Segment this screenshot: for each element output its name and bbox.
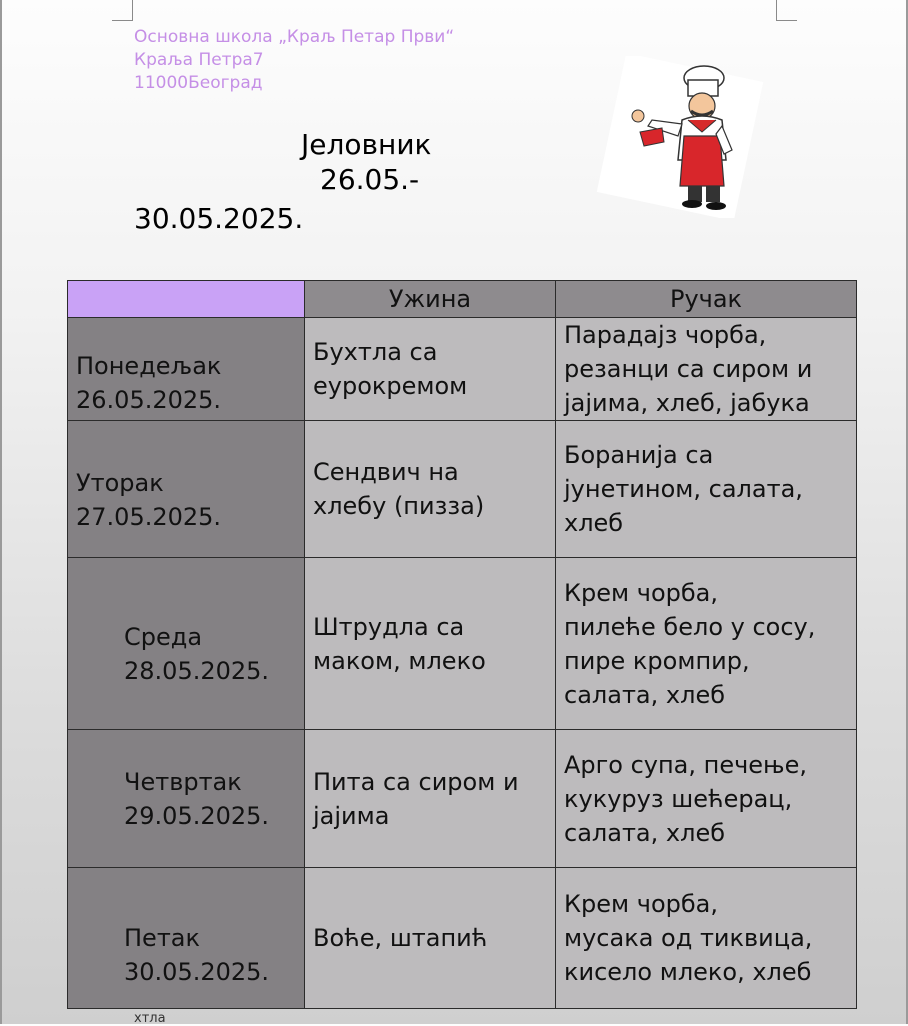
snack-cell xyxy=(305,318,556,421)
day-date: 26.05.2025. xyxy=(76,386,222,414)
lunch-line: јунетином, салата, xyxy=(564,475,803,503)
school-street: Краља Петра7 xyxy=(134,50,264,70)
page-title: Јеловник xyxy=(301,128,432,161)
lunch-cell xyxy=(556,730,857,868)
snack-cell xyxy=(305,558,556,730)
lunch-cell xyxy=(556,421,857,558)
day-name: Понедељак xyxy=(76,352,222,380)
lunch-cell xyxy=(556,868,857,1009)
snack-line: Воће, штапић xyxy=(313,924,488,952)
table-row xyxy=(68,318,857,421)
header-empty-cell xyxy=(68,281,305,318)
lunch-line: Крем чорба, xyxy=(564,890,719,918)
lunch-line: Арго супа, печење, xyxy=(564,750,807,779)
lunch-line: кукуруз шећерац, xyxy=(564,784,793,813)
table-row xyxy=(68,558,857,730)
school-name: Основна школа „Краљ Петар Први“ xyxy=(134,27,455,47)
lunch-line: салата, хлеб xyxy=(564,680,726,709)
header-lunch: Ручак xyxy=(556,281,857,318)
lunch-cell xyxy=(556,318,857,421)
lunch-line: пире кромпир, xyxy=(564,646,750,675)
snack-line: Сендвич на xyxy=(313,458,459,486)
day-date: 28.05.2025. xyxy=(124,656,270,685)
day-cell xyxy=(68,558,305,730)
day-date: 30.05.2025. xyxy=(124,958,270,986)
day-name: Четвртак xyxy=(124,767,242,796)
snack-line: јајима xyxy=(313,801,390,830)
lunch-line: хлеб xyxy=(564,509,624,537)
snack-cell xyxy=(305,421,556,558)
footer-text: хтла xyxy=(134,1011,166,1026)
day-name: Уторак xyxy=(76,469,164,497)
snack-cell xyxy=(305,730,556,868)
snack-line: маком, млеко xyxy=(313,646,486,675)
lunch-line: салата, хлеб xyxy=(564,818,726,847)
margin-mark-left xyxy=(112,0,133,21)
snack-line: Штрудла са xyxy=(313,612,465,641)
day-cell xyxy=(68,421,305,558)
snack-line: еурокремом xyxy=(313,372,468,400)
table-row xyxy=(68,868,857,1009)
school-city: 11000Београд xyxy=(134,73,263,93)
lunch-cell xyxy=(556,558,857,730)
lunch-line: пилеће бело у сосу, xyxy=(564,612,816,641)
menu-table xyxy=(67,280,857,1009)
snack-cell xyxy=(305,868,556,1009)
day-cell xyxy=(68,730,305,868)
day-cell xyxy=(68,318,305,421)
table-row xyxy=(68,730,857,868)
snack-line: хлебу (пизза) xyxy=(313,492,485,520)
snack-line: Пита са сиром и xyxy=(313,767,519,796)
day-date: 27.05.2025. xyxy=(76,503,222,531)
lunch-line: кисело млеко, хлеб xyxy=(564,958,812,986)
lunch-line: Боранија са xyxy=(564,441,714,469)
school-header xyxy=(134,26,454,95)
lunch-line: мусака од тиквица, xyxy=(564,924,813,952)
margin-mark-right xyxy=(776,0,797,21)
lunch-line: Парадајз чорба, xyxy=(564,321,767,349)
day-date: 29.05.2025. xyxy=(124,801,270,830)
table-header-row xyxy=(68,281,857,318)
chef-illustration xyxy=(596,56,764,218)
lunch-line: резанци са сиром и xyxy=(564,355,813,383)
day-name: Петак xyxy=(124,924,200,952)
lunch-line: јајима, хлеб, јабука xyxy=(564,389,810,417)
day-name: Среда xyxy=(124,622,203,651)
day-cell xyxy=(68,868,305,1009)
lunch-line: Крем чорба, xyxy=(564,578,719,607)
page-edge-left xyxy=(0,0,2,1024)
table-row xyxy=(68,421,857,558)
title-date-end: 30.05.2025. xyxy=(134,202,304,235)
header-snack: Ужина xyxy=(305,281,556,318)
snack-line: Бухтла са xyxy=(313,338,438,366)
title-date-start: 26.05.- xyxy=(320,163,420,196)
